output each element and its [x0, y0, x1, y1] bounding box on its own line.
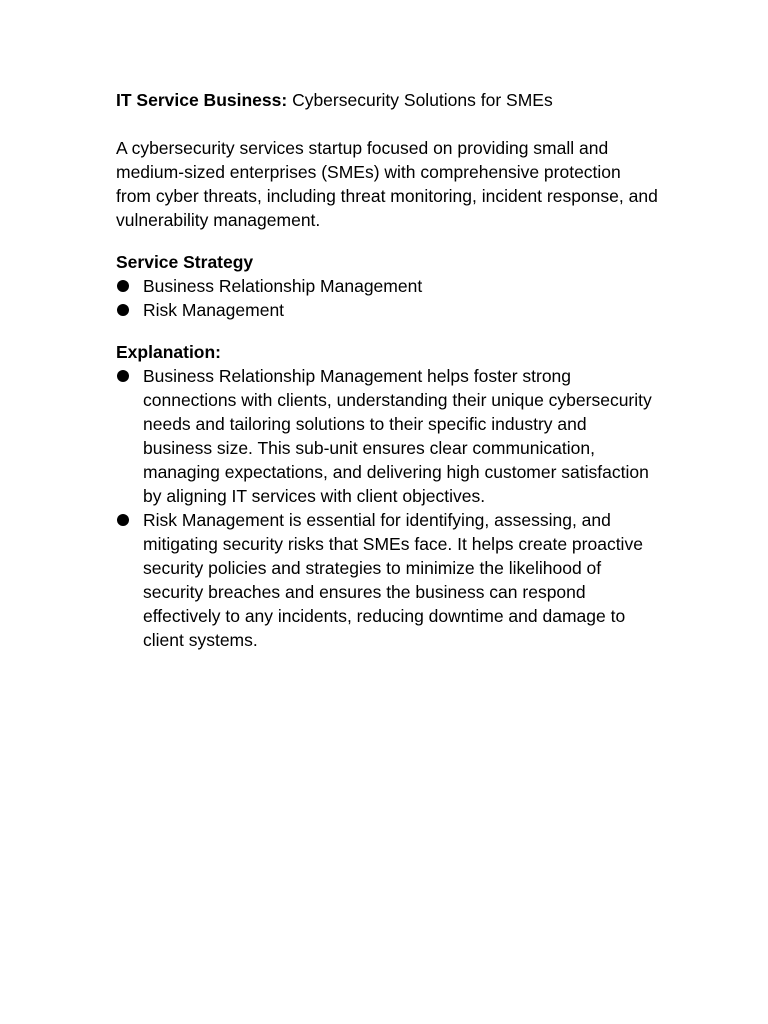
intro-paragraph: A cybersecurity services startup focused on providing small and medium-sized enterprises (SMEs) with comprehensive protection from cyber threats, including threat monitoring, incident response, and vulnerability management. [116, 138, 658, 230]
list-item [116, 364, 658, 508]
list-item [116, 274, 658, 298]
list-item [116, 298, 658, 322]
bullet-icon [117, 304, 129, 316]
list-item-text: Risk Management [143, 300, 285, 320]
list-item-text: Business Relationship Management helps foster strong connections with clients, understanding their unique cybersecurity needs and tailoring solutions to their specific industry and business size. This sub-unit ensures clear communication, managing expectations, and delivering high customer satisfaction by aligning IT services with client objectives. [143, 366, 652, 506]
bullet-icon [117, 514, 129, 526]
explanation-heading: Explanation: [116, 342, 222, 362]
list-item-text: Business Relationship Management [143, 276, 423, 296]
list-item-text: Risk Management is essential for identifying, assessing, and mitigating security risks that SMEs face. It helps create proactive security policies and strategies to minimize the likelihood of security breaches and ensures the business can respond effectively to any incidents, reducing downtime and damage to client systems. [143, 510, 643, 650]
list-item [116, 508, 658, 652]
title-text: Cybersecurity Solutions for SMEs [287, 90, 553, 110]
bullet-icon [117, 280, 129, 292]
service-strategy-heading: Service Strategy [116, 252, 254, 272]
document-title [116, 88, 658, 112]
title-label: IT Service Business: [116, 90, 288, 110]
service-strategy-list [116, 274, 658, 322]
explanation-list [116, 364, 658, 652]
bullet-icon [117, 370, 129, 382]
